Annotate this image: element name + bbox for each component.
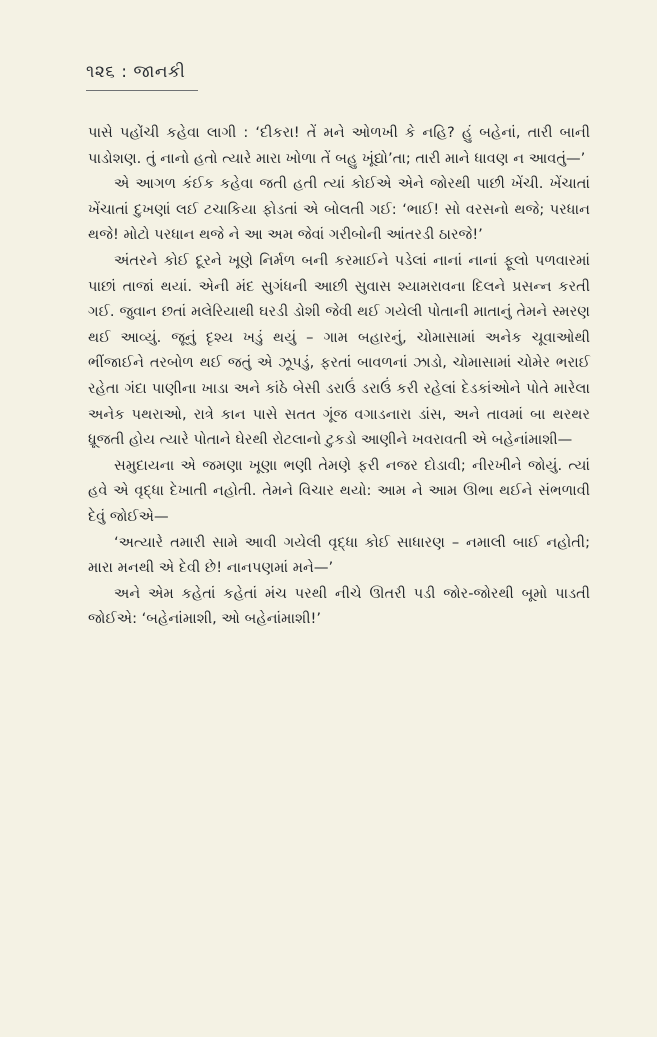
paragraph-1: પાસે પહોંચી કહેવા લાગી : ‘દીકરા! તેં મને ઓળખી કે નહિ? હું બહેનાં, તારી બાની પાડોશણ. તું નાનો હતો ત્યારે મારા ખોળા તેં બહુ ખૂંદ્યો’તા; તારી માને ધાવણ ન આવતું—’ bbox=[88, 124, 590, 167]
paragraph-5: ‘અત્યારે તમારી સામે આવી ગયેલી વૃદ્ધા કોઈ સાધારણ – નમાલી બાઈ નહોતી; મારા મનથી એ દેવી છે! નાનપણમાં મને—’ bbox=[88, 533, 590, 577]
running-head: ૧૨૬ : જાનકી bbox=[86, 62, 186, 82]
header-rule bbox=[86, 90, 198, 91]
paragraph-3: અંતરને કોઈ દૂરને ખૂણે નિર્મળ બની કરમાઈને પડેલાં નાનાં નાનાં ફૂલો પળવારમાં પાછાં તાજાં થયાં. એની મંદ સુગંધની આછી સુવાસ શ્યામરાવના દિલને પ્રસન્ન કરતી ગઈ. જુવાન છતાં મલેરિયાથી ઘરડી ડોશી જેવી થઈ ગયેલી પોતાની માતાનું તેમને સ્મરણ થઈ આવ્યું. જૂનું દૃશ્ય ખડું થયું – ગામ બહારનું, ચોમાસામાં અનેક ચૂવાઓથી ભીંજાઈને તરબોળ થઈ જતું એ ઝૂપડું, ફરતાં બાવળનાં ઝાડો, ચોમાસામાં ચોમેર ભરાઈ રહેતા ગંદા પાણીના ખાડા અને કાંઠે બેસી ડરાઉં ડરાઉં કરી રહેલાં દેડકાંઓને પોતે મારેલા અનેક પથરાઓ, રાત્રે કાન પાસે સતત ગૂંજ વગાડનારા ડાંસ, અને તાવમાં બા થરથર ધ્રૂજતી હોય ત્યારે પોતાને ઘેરથી રોટલાનો ટુકડો આણીને ખવરાવતી એ બહેનાંમાશી— bbox=[88, 251, 590, 449]
paragraph-6: અને એમ કહેતાં કહેતાં મંચ પરથી નીચે ઊતરી પડી જોર-જોરથી બૂમો પાડતી જોઈએ: ‘બહેનાંમાશી, ઓ બહેનાંમાશી!’ bbox=[88, 584, 590, 628]
paragraph-4: સમુદાયના એ જમણા ખૂણા ભણી તેમણે ફરી નજર દોડાવી; નીરખીને જોયું. ત્યાં હવે એ વૃદ્ધા દેખાતી નહોતી. તેમને વિચાર થયો: આમ ને આમ ઊભા થઈને સંભળાવી દેવું જોઈએ— bbox=[88, 456, 590, 525]
paragraph-2: એ આગળ કંઈક કહેવા જતી હતી ત્યાં કોઈએ એને જોરથી પાછી ખેંચી. ખેંચાતાં ખેંચાતાં દુખણાં લઈ ટચાકિયા ફોડતાં એ બોલતી ગઈ: ‘ભાઈ! સો વરસનો થજે; પરધાન થજે! મોટો પરધાન થજે ને આ અમ જેવાં ગરીબોની આંતરડી ઠારજે!’ bbox=[88, 175, 590, 244]
body-text bbox=[88, 120, 590, 632]
